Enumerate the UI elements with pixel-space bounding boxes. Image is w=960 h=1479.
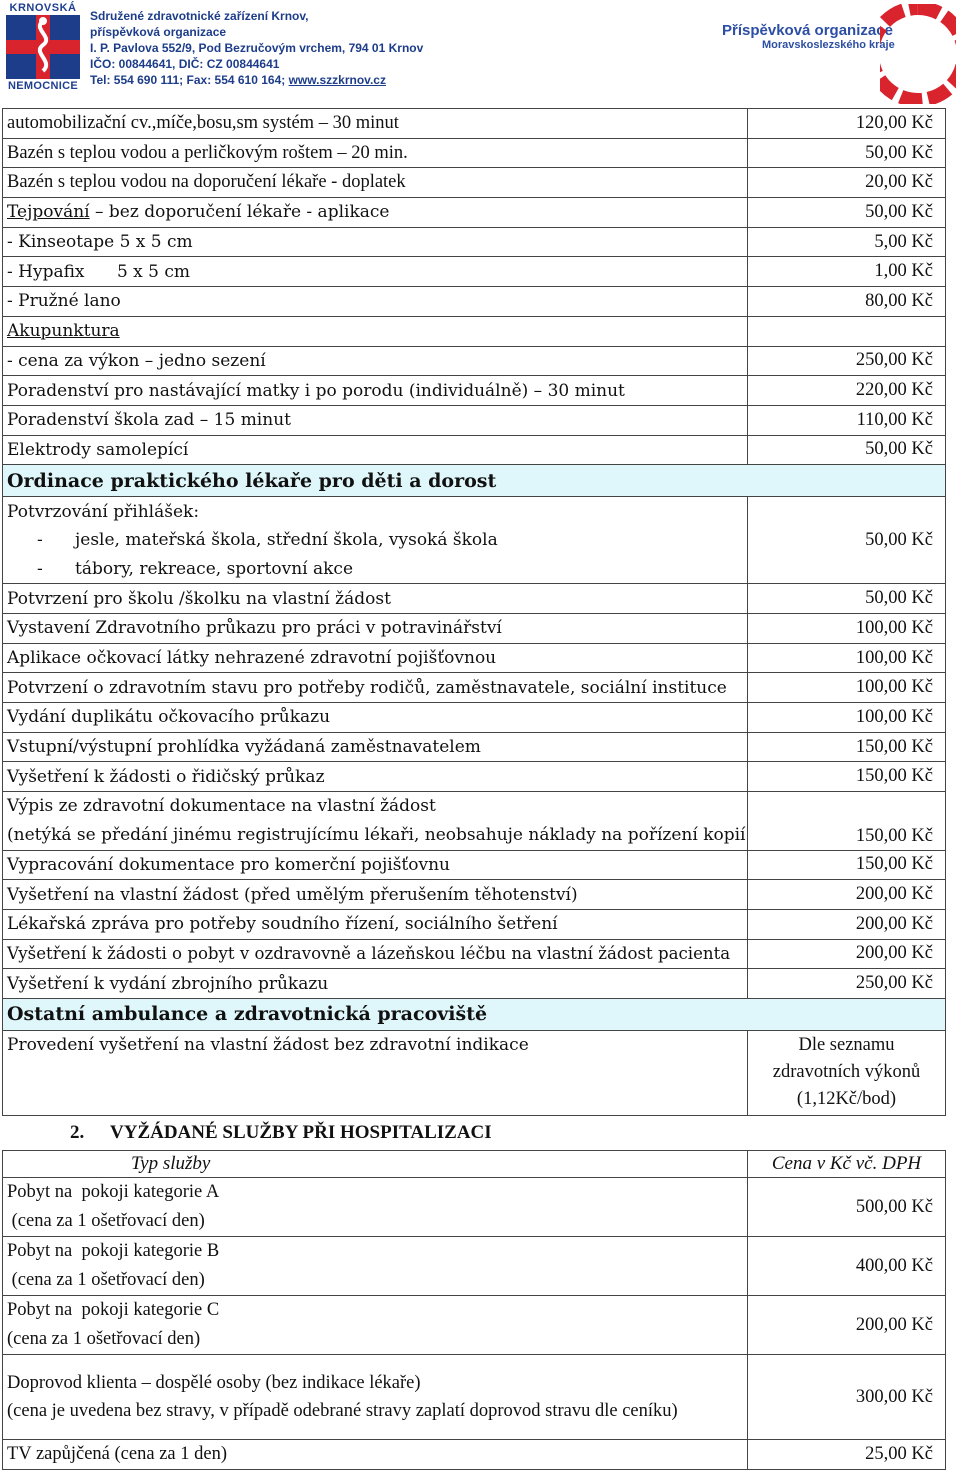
bullet-dash: - [37, 558, 43, 579]
table-row [3, 1355, 946, 1440]
service-desc: - Kinseotape 5 x 5 cm [3, 227, 748, 257]
service-price: 100,00 Kč [748, 673, 946, 703]
table-row [3, 762, 946, 792]
service-desc: Poradenství škola zad – 15 minut [3, 405, 748, 435]
section-number: 2. [70, 1122, 85, 1143]
section-heading-title: VYŽÁDANÉ SLUŽBY PŘI HOSPITALIZACI [110, 1122, 492, 1143]
table-row [3, 584, 946, 614]
table-row [3, 1237, 946, 1296]
table-row [3, 1440, 946, 1470]
caduceus-logo-icon [6, 15, 80, 79]
table-row [3, 405, 946, 435]
service-price: 100,00 Kč [748, 643, 946, 673]
table-row [3, 1030, 946, 1115]
service-desc-note: (netýká se předání jinému registrujícímu lékaři, neobsahuje náklady na pořízení kopií [3, 821, 748, 850]
service-desc: Bazén s teplou vodou a perličkovým roštem – 20 min. [3, 138, 748, 168]
service-desc-underlined: Tejpování [7, 202, 90, 223]
service-desc: - cena za výkon – jedno sezení [3, 346, 748, 376]
price-line: (1,12Kč/bod) [796, 1089, 897, 1110]
table-row [3, 939, 946, 969]
service-price [748, 1030, 946, 1115]
service-price: 220,00 Kč [748, 376, 946, 406]
table-row [3, 792, 946, 821]
table-row [3, 703, 946, 733]
service-price: 150,00 Kč [748, 792, 946, 850]
table-row [3, 227, 946, 257]
table-row [3, 168, 946, 198]
table-row [3, 732, 946, 762]
list-item [3, 526, 748, 555]
service-desc: Bazén s teplou vodou na doporučení lékaře - doplatek [3, 168, 748, 198]
table-row [3, 673, 946, 703]
service-desc: Poradenství pro nastávající matky i po porodu (individuálně) – 30 minut [3, 376, 748, 406]
service-desc: TV zapůjčená (cena za 1 den) [3, 1440, 748, 1470]
service-desc: Vyšetření na vlastní žádost (před umělým přerušením těhotenství) [3, 880, 748, 910]
service-desc-line: (cena za 1 ošetřovací den) [7, 1211, 205, 1231]
section-header-row [3, 465, 946, 497]
organization-info [90, 8, 423, 88]
org-line: Sdružené zdravotnické zařízení Krnov, [90, 9, 309, 23]
service-desc: Výpis ze zdravotní dokumentace na vlastní žádost [3, 792, 748, 821]
service-price: 20,00 Kč [748, 168, 946, 198]
service-price: 120,00 Kč [748, 109, 946, 139]
service-price: 80,00 Kč [748, 287, 946, 317]
service-price: 100,00 Kč [748, 703, 946, 733]
table-row [3, 880, 946, 910]
table-row [3, 316, 946, 346]
service-price: 200,00 Kč [748, 909, 946, 939]
service-price [748, 316, 946, 346]
service-price: 110,00 Kč [748, 405, 946, 435]
column-header-price: Cena v Kč vč. DPH [748, 1151, 946, 1178]
service-desc: Potvrzení pro školu /školku na vlastní žádost [3, 584, 748, 614]
region-line-1: Příspěvková organizace [722, 22, 893, 39]
service-price: 50,00 Kč [748, 584, 946, 614]
website-link[interactable]: www.szzkrnov.cz [288, 73, 386, 87]
service-desc: Lékařská zpráva pro potřeby soudního řízení, sociálního šetření [3, 909, 748, 939]
logo-bottom-text: NEMOCNICE [8, 80, 78, 92]
service-desc-line: (cena za 1 ošetřovací den) [7, 1329, 201, 1349]
service-desc: Vyšetření k žádosti o pobyt v ozdravovně a lázeňskou léčbu na vlastní žádost pacienta [3, 939, 748, 969]
service-price: 150,00 Kč [748, 732, 946, 762]
list-item [3, 555, 748, 584]
service-price: 50,00 Kč [748, 497, 946, 584]
region-line-2: Moravskoslezského kraje [762, 39, 895, 51]
service-desc: Vystavení Zdravotního průkazu pro práci v potravinářství [3, 614, 748, 644]
section-title: Ostatní ambulance a zdravotnická pracoviště [3, 998, 946, 1030]
service-desc-line: Pobyt na pokoji kategorie B [7, 1241, 220, 1261]
service-desc: Vypracování dokumentace pro komerční pojišťovnu [3, 850, 748, 880]
table-row [3, 969, 946, 999]
service-desc [3, 1237, 748, 1296]
table-row [3, 850, 946, 880]
table-row [3, 287, 946, 317]
service-price: 200,00 Kč [748, 1296, 946, 1355]
service-desc [3, 1178, 748, 1237]
service-price: 150,00 Kč [748, 762, 946, 792]
service-desc: Vyšetření k žádosti o řidičský průkaz [3, 762, 748, 792]
service-price: 200,00 Kč [748, 939, 946, 969]
org-line: příspěvková organizace [90, 25, 227, 39]
service-desc-underlined: Akupunktura [7, 321, 120, 342]
service-desc [3, 198, 748, 228]
service-desc: Vstupní/výstupní prohlídka vyžádaná zaměstnavatelem [3, 732, 748, 762]
letterhead [0, 0, 960, 108]
bullet-dash: - [37, 530, 43, 551]
price-line: zdravotních výkonů [772, 1062, 921, 1083]
service-desc: Provedení vyšetření na vlastní žádost bez zdravotní indikace [3, 1030, 748, 1115]
table-row [3, 138, 946, 168]
service-desc: Vyšetření k vydání zbrojního průkazu [3, 969, 748, 999]
service-desc [3, 316, 748, 346]
service-price: 50,00 Kč [748, 435, 946, 465]
service-price: 200,00 Kč [748, 880, 946, 910]
column-header-service: Typ služby [3, 1151, 748, 1178]
section-title: Ordinace praktického lékaře pro děti a dorost [3, 465, 946, 497]
service-price: 250,00 Kč [748, 346, 946, 376]
service-price: 150,00 Kč [748, 850, 946, 880]
service-price: 100,00 Kč [748, 614, 946, 644]
service-desc: Elektrody samolepící [3, 435, 748, 465]
table-header-row [3, 1151, 946, 1178]
section-header-row [3, 998, 946, 1030]
service-price: 500,00 Kč [748, 1178, 946, 1237]
service-desc: automobilizační cv.,míče,bosu,sm systém – 30 minut [3, 109, 748, 139]
table-row [3, 1296, 946, 1355]
contact-text: Tel: 554 690 111; Fax: 554 610 164; [90, 73, 289, 87]
service-desc-rest: – bez doporučení lékaře - aplikace [89, 202, 390, 223]
service-desc: Potvrzování přihlášek: [3, 497, 748, 526]
org-line: I. P. Pavlova 552/9, Pod Bezručovým vrchem, 794 01 Krnov [90, 41, 424, 55]
service-price: 400,00 Kč [748, 1237, 946, 1296]
service-price: 25,00 Kč [748, 1440, 946, 1470]
service-desc: Aplikace očkovací látky nehrazené zdravotní pojišťovnou [3, 643, 748, 673]
region-logo-icon [880, 4, 956, 104]
service-desc-line: Pobyt na pokoji kategorie A [7, 1182, 220, 1202]
table-row [3, 614, 946, 644]
org-line: IČO: 00844641, DIČ: CZ 00844641 [90, 57, 280, 71]
contact-line [90, 72, 423, 88]
service-desc-line: (cena za 1 ošetřovací den) [7, 1270, 205, 1290]
service-price: 250,00 Kč [748, 969, 946, 999]
service-price: 50,00 Kč [748, 138, 946, 168]
service-price: 50,00 Kč [748, 198, 946, 228]
table-row [3, 909, 946, 939]
table-row [3, 346, 946, 376]
table-row [3, 376, 946, 406]
service-price: 5,00 Kč [748, 227, 946, 257]
table-row [3, 643, 946, 673]
service-desc-line: Pobyt na pokoji kategorie C [7, 1300, 220, 1320]
table-row [3, 435, 946, 465]
service-desc: Potvrzení o zdravotním stavu pro potřeby rodičů, zaměstnavatele, sociální instituce [3, 673, 748, 703]
service-price: 300,00 Kč [748, 1355, 946, 1440]
service-desc: - Hypafix 5 x 5 cm [3, 257, 748, 287]
logo-top-text: KRNOVSKÁ [9, 2, 77, 14]
service-desc [3, 1296, 748, 1355]
service-desc-note: (cena je uvedena bez stravy, v případě odebrané stravy zaplatí doprovod stravu dle ceníku) [7, 1401, 678, 1421]
service-desc: Vydání duplikátu očkovacího průkazu [3, 703, 748, 733]
service-desc-line: Doprovod klienta – dospělé osoby (bez indikace lékaře) [7, 1373, 421, 1393]
list-item-text: tábory, rekreace, sportovní akce [75, 558, 354, 579]
hospital-logo [2, 2, 84, 94]
service-desc [3, 1355, 748, 1440]
table-row [3, 497, 946, 526]
service-desc: - Pružné lano [3, 287, 748, 317]
region-organization [722, 22, 895, 51]
price-table-hospitalization [2, 1150, 946, 1470]
price-line: Dle seznamu [798, 1035, 895, 1056]
table-row [3, 257, 946, 287]
table-row [3, 109, 946, 139]
section-heading [70, 1122, 492, 1144]
price-table-services [2, 108, 946, 1116]
table-row [3, 198, 946, 228]
list-item-text: jesle, mateřská škola, střední škola, vysoká škola [75, 530, 498, 551]
service-price: 1,00 Kč [748, 257, 946, 287]
table-row [3, 1178, 946, 1237]
